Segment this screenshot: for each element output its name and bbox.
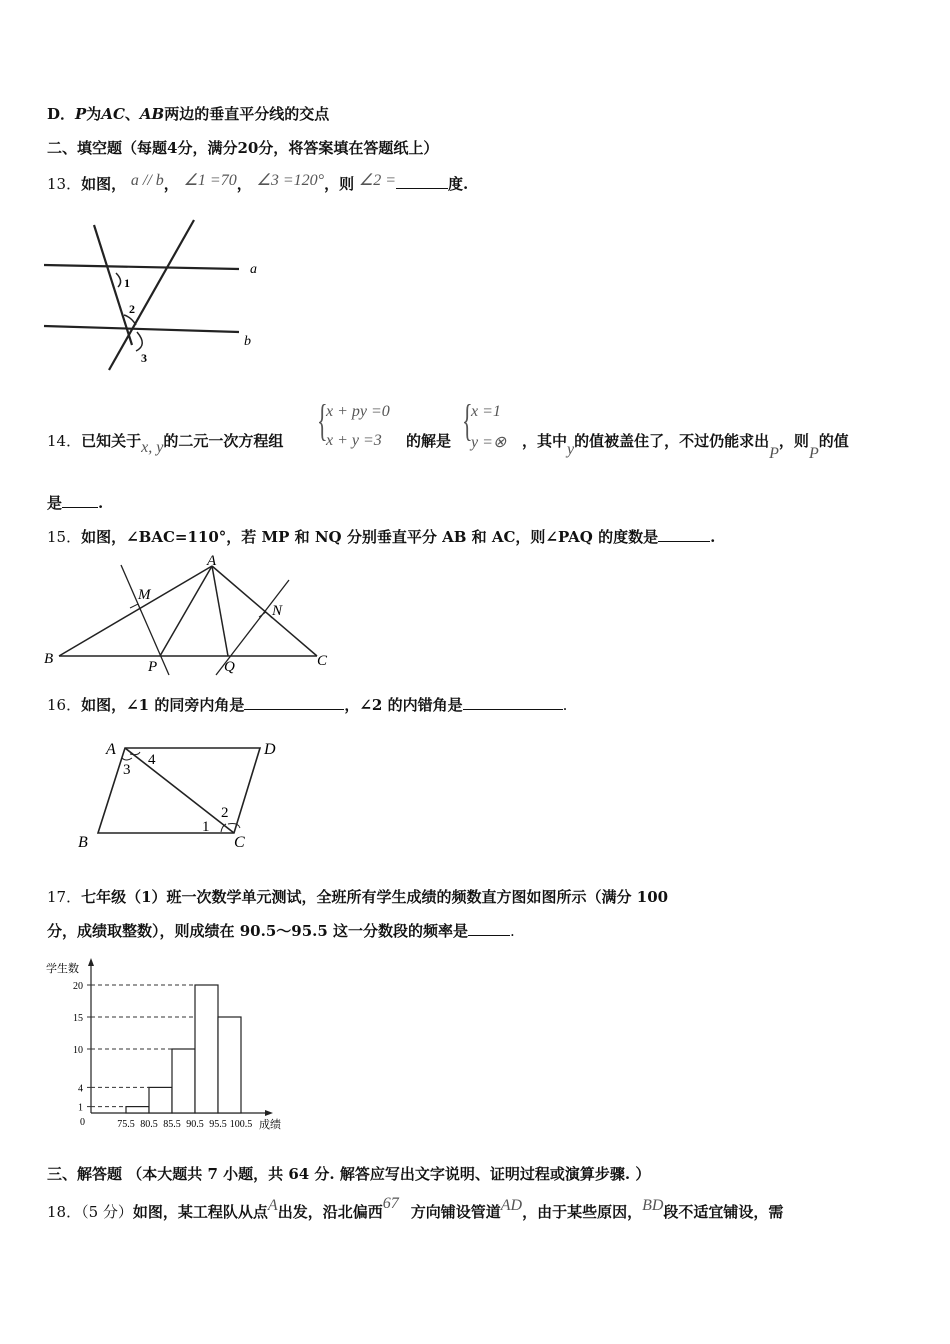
y-axis-arrow: [88, 958, 94, 966]
equation-2: x + y =3: [326, 432, 382, 449]
x-tick-label: 85.5: [163, 1119, 181, 1130]
segment-ab: [59, 566, 212, 656]
y-tick-label: 1: [78, 1102, 83, 1114]
question-17-line-1: 17．七年级（1）班一次数学单元测试，全班所有学生成绩的频数直方图如图所示（满分 100: [47, 888, 669, 906]
q14-line-2: 是 .: [47, 494, 104, 512]
x-tick-label: 75.5: [117, 1119, 135, 1130]
answer-blank-16b[interactable]: [463, 695, 563, 710]
label-M: M: [138, 587, 151, 603]
diagonal-ac: [125, 748, 234, 833]
y-tick-label: 20: [73, 981, 83, 992]
x-axis-arrow: [265, 1110, 273, 1116]
system-brace: {: [317, 396, 328, 445]
equation-1: x + py =0: [326, 403, 390, 420]
solution-y: y =⊗: [471, 434, 507, 451]
label-C: C: [317, 653, 328, 669]
bar-95.5: [218, 1017, 241, 1113]
question-18: 18．（5 分）如图，某工程队从点A出发，沿北偏西67 方向铺设管道AD，由于某些原因，BD段不适宜铺设，需: [47, 1195, 784, 1221]
line-a: [44, 265, 239, 269]
label-A: A: [106, 741, 116, 758]
label-b: b: [244, 334, 251, 349]
label-B: B: [44, 651, 54, 667]
label-3: 3: [141, 351, 147, 365]
label-P: P: [148, 659, 158, 675]
bar-75.5: [126, 1107, 149, 1113]
angle-1-arc: [116, 273, 121, 287]
label-1: 1: [202, 819, 210, 835]
figure-parallel-lines: [44, 215, 269, 375]
section-3-heading: 三、解答题 （本大题共 7 小题，共 64 分. 解答应写出文字说明、证明过程或演算步骤. ）: [47, 1165, 651, 1183]
question-13: 13．如图， a // b， ∠1 =70， ∠3 =120°，则 ∠2 = 度.: [47, 172, 469, 193]
answer-blank-14[interactable]: [62, 493, 98, 508]
question-17-line-2: 分，成绩取整数），则成绩在 90.5～95.5 这一分数段的频率是 .: [47, 922, 515, 940]
label-1: 1: [124, 276, 130, 290]
angle-3-arc: [136, 332, 142, 351]
option-d: D．P为AC、AB两边的垂直平分线的交点: [47, 105, 330, 123]
angle-2-arc: [228, 824, 240, 829]
label-D: D: [264, 741, 276, 758]
q14-text-solution: 的解是: [406, 432, 452, 450]
label-A: A: [207, 553, 217, 569]
figure-parallelogram: [78, 740, 288, 855]
segment-ap: [160, 566, 212, 656]
bar-90.5: [195, 985, 218, 1113]
y-tick-label: 15: [73, 1013, 83, 1024]
x-tick-label: 90.5: [186, 1119, 204, 1130]
answer-blank-17[interactable]: [468, 921, 510, 936]
bar-85.5: [172, 1049, 195, 1113]
solution-brace: {: [462, 396, 473, 445]
origin-label: 0: [80, 1117, 85, 1128]
y-axis-label: 学生数: [46, 963, 79, 975]
answer-blank-13[interactable]: [396, 174, 448, 189]
x-tick-label: 100.5: [229, 1119, 253, 1130]
segment-aq: [212, 566, 228, 656]
angle-3-arc: [122, 758, 132, 760]
frequency-histogram: [40, 955, 300, 1140]
label-a: a: [250, 262, 257, 277]
q14-text-rest: ，其中y的值被盖住了，不过仍能求出P，则P的值: [522, 432, 849, 462]
right-angle-m: [130, 604, 141, 611]
x-tick-label: 80.5: [140, 1119, 158, 1130]
label-2: 2: [129, 302, 135, 316]
transversal-2: [109, 220, 194, 370]
figure-triangle-bisectors: [44, 553, 334, 675]
line-mp: [121, 565, 169, 675]
label-3: 3: [123, 762, 131, 778]
y-tick-label: 10: [73, 1045, 83, 1056]
label-4: 4: [148, 752, 156, 768]
label-N: N: [272, 603, 283, 619]
section-2-heading: 二、填空题（每题4分，满分20分，将答案填在答题纸上）: [47, 139, 439, 157]
label-Q: Q: [224, 659, 235, 675]
x-tick-label: 95.5: [209, 1119, 227, 1130]
bar-80.5: [149, 1087, 172, 1113]
label-2: 2: [221, 805, 229, 821]
y-tick-label: 4: [78, 1083, 83, 1095]
question-14: 14．已知关于x, y的二元一次方程组: [47, 432, 284, 456]
line-b: [44, 326, 239, 332]
question-15: 15．如图，∠BAC=110°，若 MP 和 NQ 分别垂直平分 AB 和 AC，则∠PAQ 的度数是 .: [47, 528, 716, 546]
x-axis-label: 成绩: [259, 1119, 281, 1131]
answer-blank-15[interactable]: [658, 527, 710, 542]
label-C: C: [234, 834, 245, 851]
answer-blank-16a[interactable]: [244, 695, 344, 710]
solution-x: x =1: [471, 403, 501, 420]
question-16: 16．如图，∠1 的同旁内角是 ，∠2 的内错角是 .: [47, 696, 568, 714]
label-B: B: [78, 834, 88, 851]
